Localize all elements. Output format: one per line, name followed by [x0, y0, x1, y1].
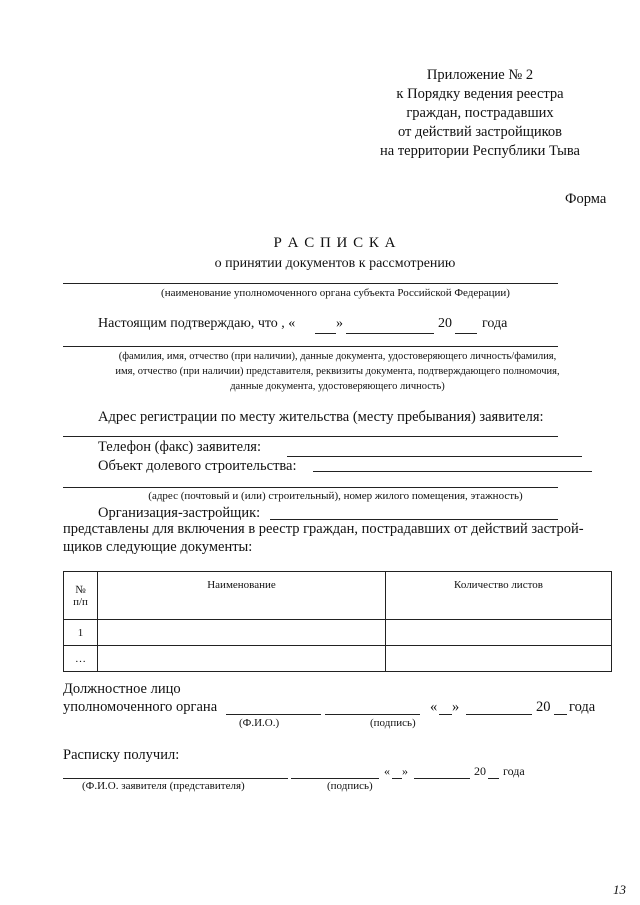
row-sheets-cell[interactable] — [386, 646, 612, 672]
address-caption: (адрес (почтовый и (или) строительный), номер жилого помещения, этажность) — [148, 490, 523, 502]
applicant-line[interactable] — [63, 346, 558, 347]
col-num-line2: п/п — [73, 595, 88, 608]
col-num-line1: № — [75, 583, 86, 596]
receipt-fio-caption: (Ф.И.О. заявителя (представителя) — [82, 780, 245, 792]
applicant-caption — [55, 349, 620, 394]
phone-field[interactable] — [287, 456, 582, 457]
form-label: Форма — [565, 191, 607, 207]
row-num: 1 — [64, 620, 98, 646]
applicant-caption-line: (фамилия, имя, отчество (при наличии), данные документа, удостоверяющего личность/фамилия, — [118, 351, 557, 362]
receipt-quote-open: « — [384, 764, 390, 778]
reg-address-line[interactable] — [63, 436, 558, 437]
confirm-year-field[interactable] — [455, 333, 477, 334]
receipt-fio-field[interactable] — [63, 778, 288, 779]
confirm-year-prefix: 20 — [438, 316, 452, 331]
receipt-year-suffix: года — [503, 764, 525, 778]
official-sign-caption: (подпись) — [370, 717, 416, 729]
appendix-header — [360, 66, 600, 161]
appendix-line: на территории Республики Тыва — [380, 143, 580, 159]
col-name-header: Наименование — [98, 572, 386, 620]
receipt-label: Расписку получил: — [63, 747, 180, 763]
official-label-1: Должностное лицо — [63, 681, 181, 697]
table-row — [64, 620, 612, 646]
object-label: Объект долевого строительства: — [98, 458, 297, 474]
confirm-text: Настоящим подтверждаю, что , « — [98, 316, 296, 331]
official-label-2: уполномоченного органа — [63, 699, 218, 715]
presented-text-2: щиков следующие документы: — [63, 539, 253, 555]
object-field[interactable] — [313, 471, 592, 472]
table-header-row — [64, 572, 612, 620]
official-quote-open: « — [430, 699, 438, 715]
receipt-year-field[interactable] — [488, 778, 499, 779]
authority-caption: (наименование уполномоченного органа субъекта Российской Федерации) — [161, 287, 510, 299]
col-sheets-header: Количество листов — [386, 572, 612, 620]
official-day-field[interactable] — [439, 714, 452, 715]
confirm-year-suffix: года — [482, 316, 508, 331]
appendix-line: к Порядку ведения реестра — [396, 86, 564, 102]
official-sign-field[interactable] — [325, 714, 420, 715]
receipt-quote-close: » — [402, 764, 408, 778]
confirm-day-field[interactable] — [315, 333, 336, 334]
official-quote-close: » — [452, 699, 460, 715]
appendix-line: Приложение № 2 — [426, 67, 534, 83]
document-title: Р А С П И С К А — [273, 235, 397, 251]
confirm-quote-end: » — [336, 316, 343, 331]
table-row — [64, 646, 612, 672]
row-num: … — [64, 646, 98, 672]
document-subtitle: о принятии документов к рассмотрению — [214, 256, 456, 271]
receipt-year-prefix: 20 — [474, 764, 486, 778]
receipt-sign-caption: (подпись) — [327, 780, 373, 792]
appendix-line: граждан, пострадавших — [406, 105, 554, 121]
official-year-field[interactable] — [554, 714, 567, 715]
confirm-month-field[interactable] — [346, 333, 434, 334]
presented-text-1: представлены для включения в реестр граждан, пострадавших от действий застрой- — [63, 521, 584, 537]
official-year-prefix: 20 — [536, 699, 551, 715]
address-line[interactable] — [63, 487, 558, 488]
receipt-day-field[interactable] — [392, 778, 402, 779]
official-fio-field[interactable] — [226, 714, 321, 715]
row-sheets-cell[interactable] — [386, 620, 612, 646]
reg-address-label: Адрес регистрации по месту жительства (месту пребывания) заявителя: — [98, 409, 544, 425]
developer-field[interactable] — [270, 519, 558, 520]
applicant-caption-line: имя, отчество (при наличии) представителя, реквизиты документа, подтверждающего полномочия, — [115, 366, 560, 377]
page-number: 13 — [613, 882, 626, 897]
col-num-header — [64, 572, 98, 620]
row-name-cell[interactable] — [98, 620, 386, 646]
official-fio-caption: (Ф.И.О.) — [239, 717, 280, 729]
phone-label: Телефон (факс) заявителя: — [98, 439, 261, 455]
official-month-field[interactable] — [466, 714, 532, 715]
applicant-caption-line: данные документа, удостоверяющего личность) — [230, 381, 445, 392]
documents-table — [63, 571, 612, 672]
official-year-suffix: года — [569, 699, 596, 715]
authority-line[interactable] — [63, 283, 558, 284]
receipt-month-field[interactable] — [414, 778, 470, 779]
row-name-cell[interactable] — [98, 646, 386, 672]
developer-label: Организация-застройщик: — [98, 505, 261, 521]
appendix-line: от действий застройщиков — [397, 124, 563, 140]
receipt-sign-field[interactable] — [291, 778, 379, 779]
